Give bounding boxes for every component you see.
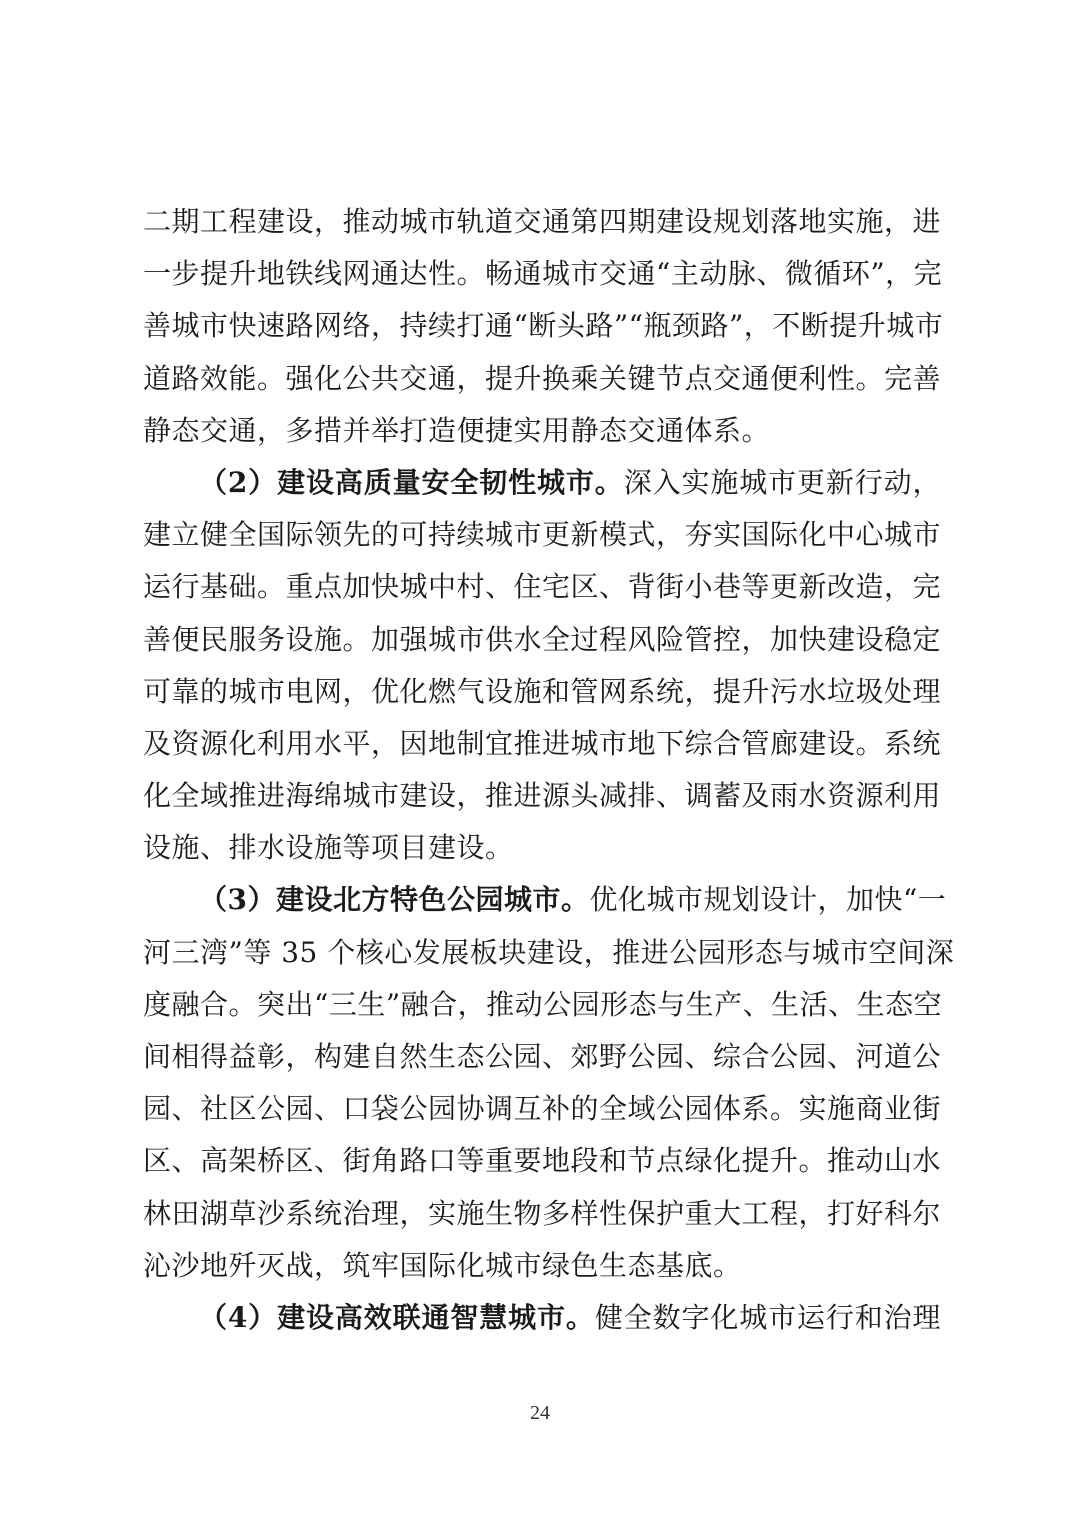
body-text: 优化城市规划设计，加快“一 bbox=[589, 883, 947, 917]
body-line: 及资源化利用水平，因地制宜推进城市地下综合管廊建设。系统 bbox=[143, 726, 942, 760]
section-heading: （2）建设高质量安全韧性城市。 bbox=[199, 465, 624, 499]
document-body bbox=[143, 196, 955, 1344]
body-line: 度融合。突出“三生”融合，推动公园形态与生产、生活、生态空 bbox=[143, 987, 943, 1021]
body-line: 善城市快速路网络，持续打通“断头路”“瓶颈路”，不断提升城市 bbox=[143, 309, 944, 343]
body-line: 可靠的城市电网，优化燃气设施和管网系统，提升污水垃圾处理 bbox=[143, 674, 942, 708]
paragraph-heading-line bbox=[143, 457, 941, 509]
body-line: 河三湾”等 35 个核心发展板块建设，推进公园形态与城市空间深 bbox=[143, 935, 955, 969]
body-text: 健全数字化城市运行和治理 bbox=[594, 1300, 941, 1334]
body-line: 运行基础。重点加快城中村、住宅区、背街小巷等更新改造，完 bbox=[143, 570, 942, 604]
body-text: 深入实施城市更新行动， bbox=[623, 465, 941, 499]
section-heading: （3）建设北方特色公园城市。 bbox=[199, 883, 590, 917]
body-line: 沁沙地歼灭战，筑牢国际化城市绿色生态基底。 bbox=[143, 1248, 742, 1282]
body-line: 间相得益彰，构建自然生态公园、郊野公园、综合公园、河道公 bbox=[143, 1040, 942, 1073]
section-heading: （4）建设高效联通智慧城市。 bbox=[199, 1300, 595, 1334]
paragraph-heading-line bbox=[143, 874, 947, 926]
body-line: 园、社区公园、口袋公园协调互补的全域公园体系。实施商业街 bbox=[143, 1092, 942, 1126]
body-line: 静态交通，多措并举打造便捷实用静态交通体系。 bbox=[143, 413, 771, 447]
body-line: 林田湖草沙系统治理，实施生物多样性保护重大工程，打好科尔 bbox=[143, 1196, 942, 1230]
body-line: 道路效能。强化公共交通，提升换乘关键节点交通便利性。完善 bbox=[143, 361, 942, 395]
body-line: 设施、排水设施等项目建设。 bbox=[143, 831, 514, 865]
body-line: 善便民服务设施。加强城市供水全过程风险管控，加快建设稳定 bbox=[143, 622, 942, 656]
page-number: 24 bbox=[530, 1402, 550, 1424]
body-line: 一步提升地铁线网通达性。畅通城市交通“主动脉、微循环”，完 bbox=[143, 257, 943, 291]
body-line: 区、高架桥区、街角路口等重要地段和节点绿化提升。推动山水 bbox=[143, 1144, 942, 1178]
body-line: 化全域推进海绵城市建设，推进源头减排、调蓄及雨水资源利用 bbox=[143, 779, 942, 813]
body-line: 二期工程建设，推动城市轨道交通第四期建设规划落地实施，进 bbox=[143, 205, 942, 238]
paragraph-heading-line bbox=[143, 1292, 941, 1344]
body-line: 建立健全国际领先的可持续城市更新模式，夯实国际化中心城市 bbox=[143, 518, 942, 552]
